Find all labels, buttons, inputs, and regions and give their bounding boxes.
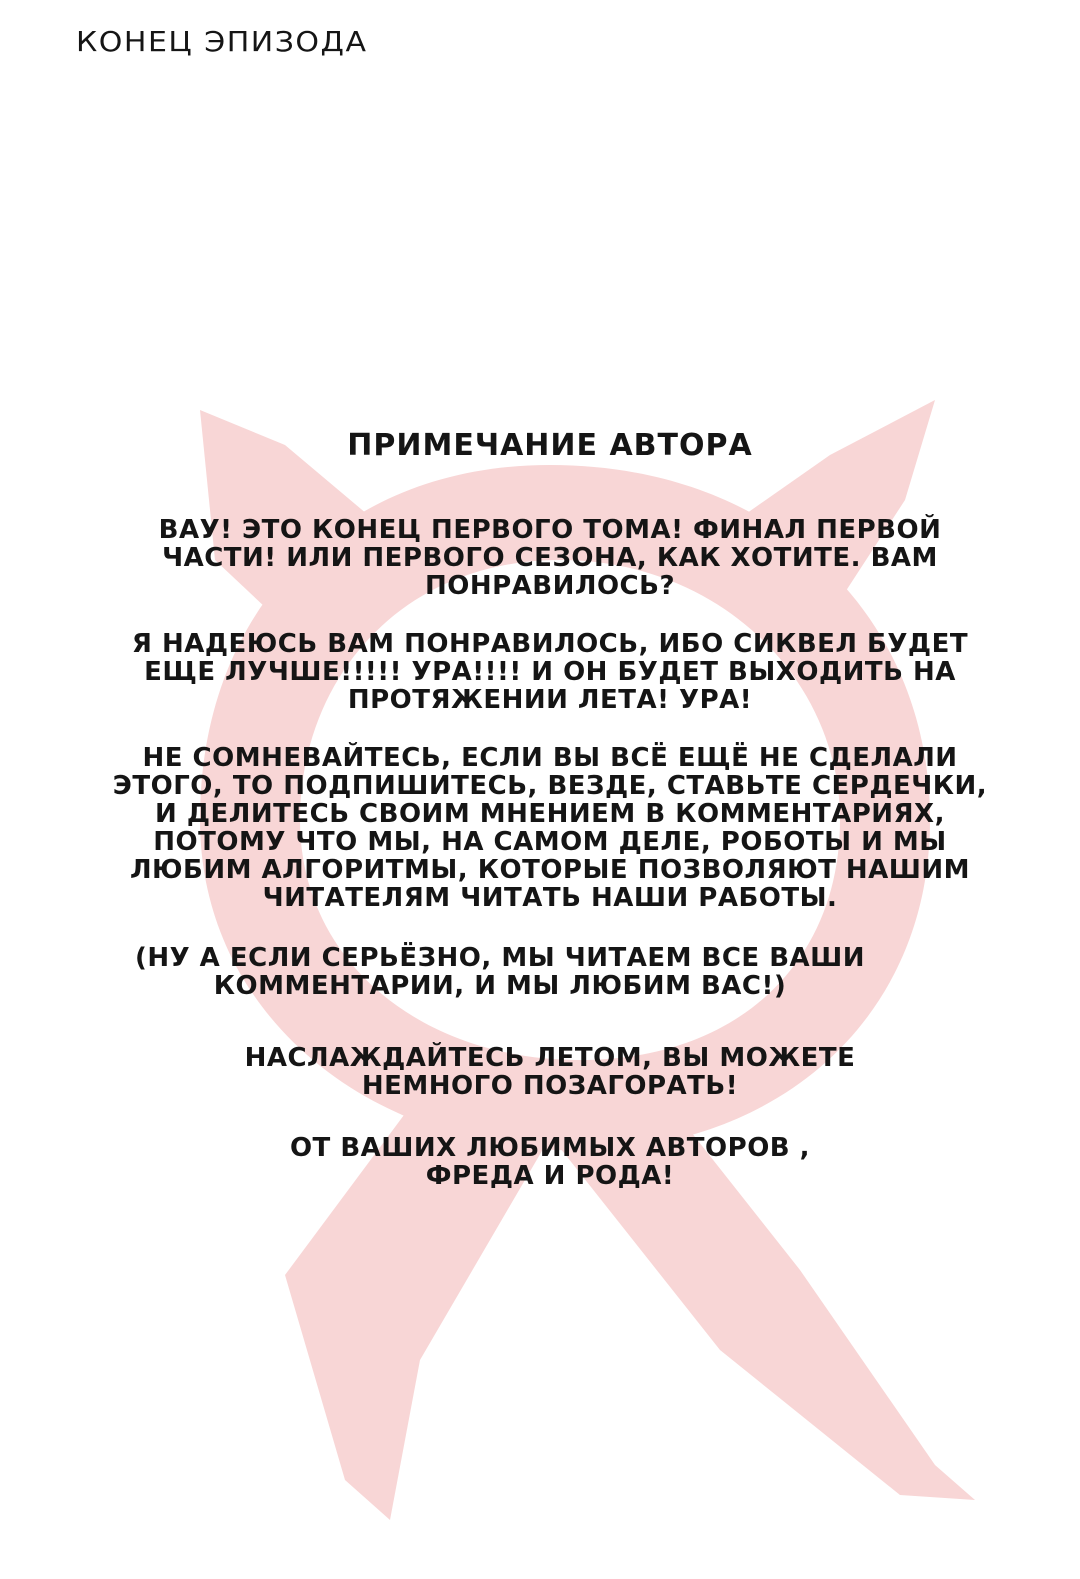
author-note-paragraph: НЕ СОМНЕВАЙТЕСЬ, ЕСЛИ ВЫ ВСЁ ЕЩЁ НЕ СДЕЛАЛИ ЭТОГО, ТО ПОДПИШИТЕСЬ, ВЕЗДЕ, СТАВЬТЕ СЕРДЕЧКИ, И ДЕЛИТЕСЬ СВОИМ МНЕНИЕМ В КОММЕНТАРИЯХ, ПОТОМУ ЧТО МЫ, НА САМОМ ДЕЛЕ, РОБОТЫ И МЫ ЛЮБИМ АЛГОРИТМЫ, КОТОРЫЕ ПОЗВОЛЯЮТ НАШИМ ЧИТАТЕЛЯМ ЧИТАТЬ НАШИ РАБОТЫ. <box>112 743 988 913</box>
author-note-paragraph: (НУ А ЕСЛИ СЕРЬЁЗНО, МЫ ЧИТАЕМ ВСЕ ВАШИ КОММЕНТАРИИ, И МЫ ЛЮБИМ ВАС!) <box>134 943 866 1001</box>
episode-end-title: КОНЕЦ ЭПИЗОДА <box>76 26 368 59</box>
author-note-paragraph: Я НАДЕЮСЬ ВАМ ПОНРАВИЛОСЬ, ИБО СИКВЕЛ БУДЕТ ЕЩЕ ЛУЧШЕ!!!!! УРА!!!! И ОН БУДЕТ ВЫХОДИТЬ НА ПРОТЯЖЕНИИ ЛЕТА! УРА! <box>131 629 969 715</box>
author-note-signature: ОТ ВАШИХ ЛЮБИМЫХ АВТОРОВ , ФРЕДА И РОДА! <box>289 1133 811 1191</box>
author-note-title: ПРИМЕЧАНИЕ АВТОРА <box>347 428 753 463</box>
author-note-paragraph: НАСЛАЖДАЙТЕСЬ ЛЕТОМ, ВЫ МОЖЕТЕ НЕМНОГО ПОЗАГОРАТЬ! <box>244 1043 856 1101</box>
author-note <box>70 428 1030 1220</box>
author-note-paragraph: ВАУ! ЭТО КОНЕЦ ПЕРВОГО ТОМА! ФИНАЛ ПЕРВОЙ ЧАСТИ! ИЛИ ПЕРВОГО СЕЗОНА, КАК ХОТИТЕ. ВАМ ПОНРАВИЛОСЬ? <box>158 515 942 601</box>
